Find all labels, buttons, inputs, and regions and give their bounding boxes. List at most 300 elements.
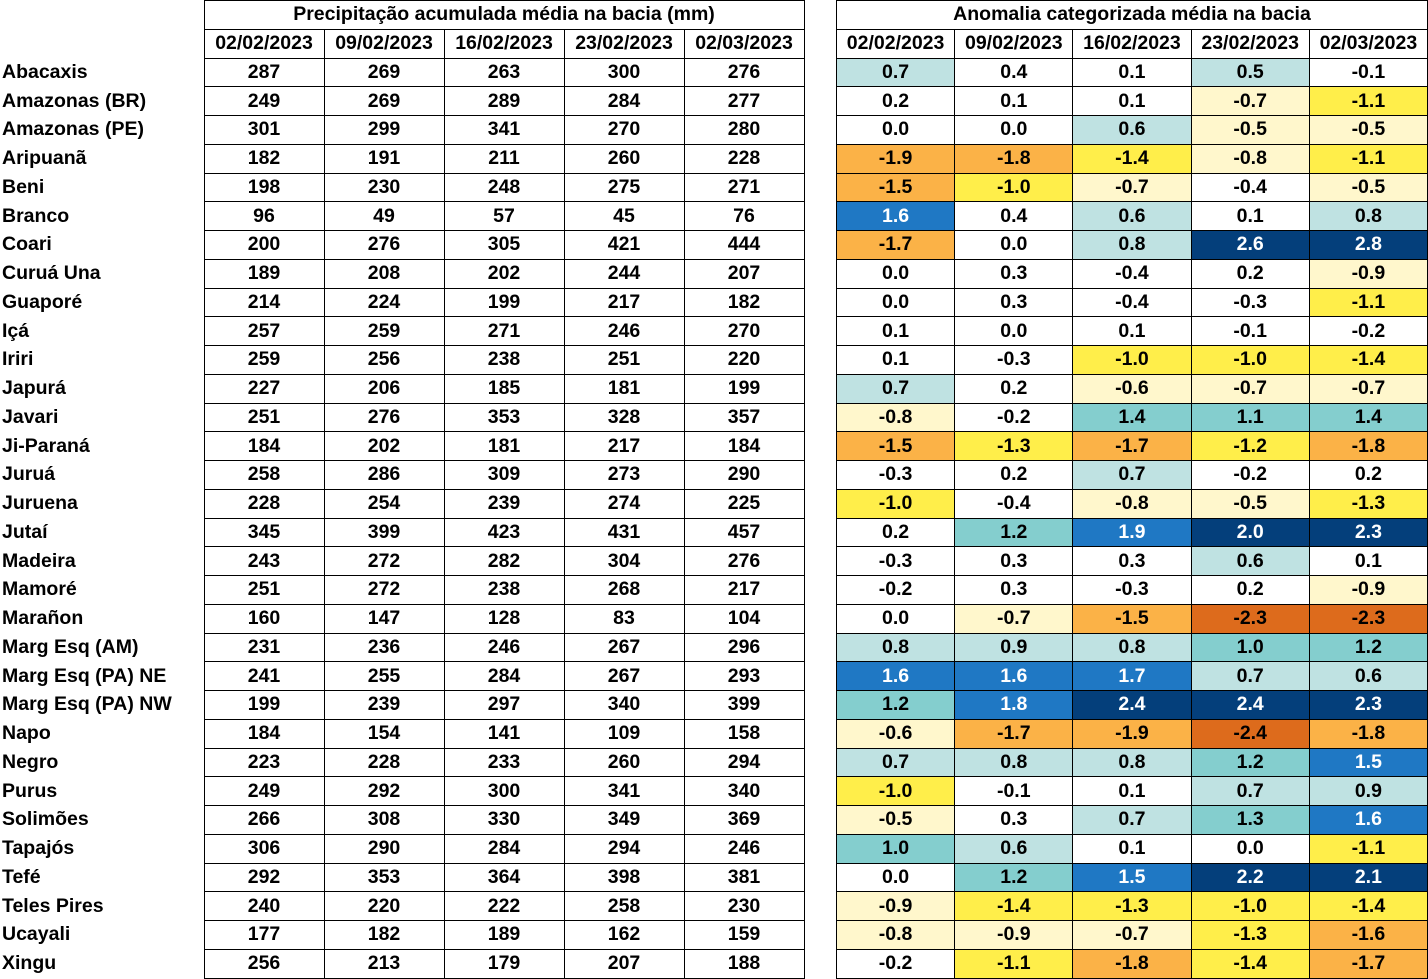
table-row: [837, 633, 1428, 662]
precip-cell: 276: [684, 58, 804, 87]
table-row: [837, 461, 1428, 490]
basin-name: Madeira: [2, 549, 76, 572]
precip-cell: 96: [204, 202, 324, 231]
anomaly-cell: -1.1: [1309, 834, 1427, 863]
precip-cell: 256: [204, 949, 324, 978]
precip-cell: 268: [564, 576, 684, 605]
precip-cell: 228: [684, 144, 804, 173]
anomaly-cell: 0.2: [837, 518, 955, 547]
anomaly-cell: 1.3: [1191, 806, 1309, 835]
precip-cell: 230: [324, 173, 444, 202]
table-row: [837, 317, 1428, 346]
precip-cell: 236: [324, 633, 444, 662]
anomaly-cell: -0.5: [837, 806, 955, 835]
table-row: [0, 259, 804, 288]
basin-name: Juruá: [2, 463, 56, 486]
anomaly-cell: 0.1: [837, 317, 955, 346]
precip-cell: 158: [684, 719, 804, 748]
precip-cell: 304: [564, 547, 684, 576]
precip-cell: 202: [324, 432, 444, 461]
precip-cell: 457: [684, 518, 804, 547]
anomaly-cell: 2.4: [1073, 691, 1191, 720]
anomaly-cell: 0.2: [955, 374, 1073, 403]
basin-name: Marg Esq (PA) NW: [2, 693, 172, 716]
basin-name: Solimões: [2, 808, 89, 831]
precip-cell: 259: [324, 317, 444, 346]
precip-cell: 275: [564, 173, 684, 202]
anomaly-cell: -1.7: [1073, 432, 1191, 461]
precip-cell: 246: [444, 633, 564, 662]
anomaly-cell: -0.7: [955, 604, 1073, 633]
precip-cell: 182: [324, 921, 444, 950]
table-row: [837, 518, 1428, 547]
anom-date-header: 23/02/2023: [1191, 29, 1309, 58]
anomaly-cell: 0.8: [1073, 633, 1191, 662]
table-row: [837, 202, 1428, 231]
precip-cell: 269: [324, 87, 444, 116]
anomaly-cell: -0.7: [1073, 921, 1191, 950]
anomaly-cell: 0.1: [1073, 87, 1191, 116]
precip-cell: 177: [204, 921, 324, 950]
anomaly-cell: -0.2: [837, 576, 955, 605]
table-row: [837, 863, 1428, 892]
anomaly-cell: 0.7: [1073, 461, 1191, 490]
anomaly-cell: 0.1: [1073, 317, 1191, 346]
anomaly-cell: 2.2: [1191, 863, 1309, 892]
basin-name: Abacaxis: [2, 60, 88, 83]
table-row: [837, 662, 1428, 691]
precipitation-body: [0, 58, 804, 978]
precip-cell: 289: [444, 87, 564, 116]
precip-cell: 357: [684, 403, 804, 432]
anomaly-cell: -1.0: [837, 489, 955, 518]
anomaly-cell: 0.0: [837, 604, 955, 633]
anomaly-cell: 1.4: [1073, 403, 1191, 432]
basin-name: Beni: [2, 175, 45, 198]
table-row: [0, 604, 804, 633]
anomaly-cell: 2.1: [1309, 863, 1427, 892]
precip-cell: 251: [564, 346, 684, 375]
anomaly-cell: -1.4: [955, 892, 1073, 921]
anomaly-cell: -0.7: [1191, 87, 1309, 116]
anomaly-cell: -1.5: [837, 432, 955, 461]
anomaly-cell: 0.1: [1073, 777, 1191, 806]
basin-name: Marg Esq (AM): [2, 635, 139, 658]
precip-cell: 238: [444, 346, 564, 375]
basin-name: Xingu: [2, 952, 57, 975]
precip-cell: 300: [444, 777, 564, 806]
anomaly-cell: 1.2: [1309, 633, 1427, 662]
anomaly-cell: 0.0: [837, 116, 955, 145]
precip-cell: 345: [204, 518, 324, 547]
anomaly-cell: -0.9: [837, 892, 955, 921]
precipitation-title: Precipitação acumulada média na bacia (mm): [204, 1, 804, 30]
anomaly-cell: -0.5: [1191, 116, 1309, 145]
anomaly-cell: -0.1: [1309, 58, 1427, 87]
anomaly-cell: -0.6: [1073, 374, 1191, 403]
table-row: [0, 116, 804, 145]
basin-name: Negro: [2, 750, 59, 773]
precip-cell: 184: [204, 719, 324, 748]
anomaly-cell: -0.3: [837, 547, 955, 576]
basin-name: Aripuanã: [2, 147, 87, 170]
precip-cell: 294: [684, 748, 804, 777]
anom-date-header: 02/03/2023: [1309, 29, 1427, 58]
table-row: [837, 576, 1428, 605]
basin-name: Marg Esq (PA) NE: [2, 664, 167, 687]
anomaly-cell: 1.9: [1073, 518, 1191, 547]
precip-cell: 258: [204, 461, 324, 490]
anomaly-cell: -0.7: [1073, 173, 1191, 202]
precip-cell: 381: [684, 863, 804, 892]
precip-cell: 293: [684, 662, 804, 691]
precip-cell: 213: [324, 949, 444, 978]
anomaly-cell: 2.4: [1191, 691, 1309, 720]
anomaly-cell: 0.7: [837, 374, 955, 403]
precip-cell: 280: [684, 116, 804, 145]
anomaly-cell: 0.7: [1191, 662, 1309, 691]
table-row: [0, 806, 804, 835]
precip-cell: 189: [204, 259, 324, 288]
table-row: [0, 863, 804, 892]
precip-cell: 251: [204, 403, 324, 432]
table-row: [0, 461, 804, 490]
anomaly-cell: -0.8: [837, 403, 955, 432]
precip-cell: 308: [324, 806, 444, 835]
table-row: [0, 576, 804, 605]
precip-cell: 274: [564, 489, 684, 518]
precip-cell: 207: [684, 259, 804, 288]
anomaly-cell: 0.3: [955, 576, 1073, 605]
basin-name: Amazonas (PE): [2, 118, 144, 141]
table-row: [837, 489, 1428, 518]
anomaly-cell: -0.2: [837, 949, 955, 978]
anomaly-cell: 1.5: [1309, 748, 1427, 777]
anomaly-cell: 1.0: [837, 834, 955, 863]
table-row: [0, 834, 804, 863]
precip-cell: 341: [444, 116, 564, 145]
anomaly-cell: -0.9: [1309, 576, 1427, 605]
anomaly-cell: 0.0: [955, 317, 1073, 346]
anomaly-cell: 1.2: [1191, 748, 1309, 777]
table-row: [837, 921, 1428, 950]
anomaly-cell: -1.3: [1073, 892, 1191, 921]
precip-cell: 272: [324, 547, 444, 576]
basin-name: Coari: [2, 233, 52, 256]
anomaly-cell: 0.0: [837, 288, 955, 317]
precip-cell: 202: [444, 259, 564, 288]
precip-date-header: 23/02/2023: [564, 29, 684, 58]
precip-cell: 207: [564, 949, 684, 978]
anomaly-cell: 0.4: [955, 202, 1073, 231]
basin-name: Javari: [2, 405, 59, 428]
basin-name: Iriri: [2, 348, 34, 371]
table-row: [837, 288, 1428, 317]
anomaly-cell: 0.2: [955, 461, 1073, 490]
anomaly-cell: -0.3: [1191, 288, 1309, 317]
precip-cell: 369: [684, 806, 804, 835]
anomaly-cell: 1.2: [837, 691, 955, 720]
anomaly-cell: 0.5: [1191, 58, 1309, 87]
precip-cell: 431: [564, 518, 684, 547]
anomaly-cell: 0.2: [1191, 576, 1309, 605]
table-row: [0, 144, 804, 173]
anomaly-cell: 2.3: [1309, 691, 1427, 720]
precip-cell: 181: [564, 374, 684, 403]
precip-cell: 228: [324, 748, 444, 777]
anomaly-cell: 1.2: [955, 863, 1073, 892]
precip-cell: 270: [684, 317, 804, 346]
anomaly-cell: 0.6: [955, 834, 1073, 863]
precip-cell: 287: [204, 58, 324, 87]
anomaly-cell: 0.7: [837, 748, 955, 777]
anomaly-cell: 0.3: [955, 806, 1073, 835]
basin-name: Napo: [2, 722, 51, 745]
precip-cell: 188: [684, 949, 804, 978]
precip-cell: 181: [444, 432, 564, 461]
anomaly-cell: 1.6: [955, 662, 1073, 691]
anomaly-cell: -1.0: [837, 777, 955, 806]
anomaly-cell: 0.1: [1073, 834, 1191, 863]
anomaly-cell: 0.1: [1073, 58, 1191, 87]
anomaly-cell: 0.3: [955, 288, 1073, 317]
precip-cell: 269: [324, 58, 444, 87]
anomaly-cell: 0.7: [1191, 777, 1309, 806]
anomaly-cell: -1.4: [1191, 949, 1309, 978]
precip-cell: 191: [324, 144, 444, 173]
anomaly-cell: 0.1: [1309, 547, 1427, 576]
precip-cell: 300: [564, 58, 684, 87]
precip-cell: 263: [444, 58, 564, 87]
anomaly-cell: -0.2: [955, 403, 1073, 432]
precip-cell: 239: [444, 489, 564, 518]
precip-cell: 184: [684, 432, 804, 461]
basin-name: Tapajós: [2, 837, 75, 860]
precip-cell: 276: [324, 403, 444, 432]
precip-cell: 292: [324, 777, 444, 806]
table-row: [0, 87, 804, 116]
anomaly-cell: 2.3: [1309, 518, 1427, 547]
precip-cell: 179: [444, 949, 564, 978]
precip-cell: 154: [324, 719, 444, 748]
precip-cell: 276: [324, 231, 444, 260]
anomaly-cell: -2.3: [1309, 604, 1427, 633]
precip-cell: 243: [204, 547, 324, 576]
precip-cell: 184: [204, 432, 324, 461]
anomaly-cell: -0.5: [1191, 489, 1309, 518]
precip-cell: 341: [564, 777, 684, 806]
table-row: [837, 834, 1428, 863]
table-row: [837, 116, 1428, 145]
precip-cell: 353: [324, 863, 444, 892]
anomaly-cell: -0.7: [1309, 374, 1427, 403]
precip-cell: 45: [564, 202, 684, 231]
anomaly-cell: 2.0: [1191, 518, 1309, 547]
anomaly-cell: -0.6: [837, 719, 955, 748]
basin-name: Jutaí: [2, 520, 48, 543]
table-row: [837, 892, 1428, 921]
anomaly-cell: -1.5: [837, 173, 955, 202]
table-row: [837, 87, 1428, 116]
anomaly-cell: -1.8: [1073, 949, 1191, 978]
anomaly-cell: 0.7: [837, 58, 955, 87]
table-row: [0, 317, 804, 346]
precip-cell: 272: [324, 576, 444, 605]
anomaly-cell: 0.8: [1073, 231, 1191, 260]
anomaly-cell: 0.0: [837, 259, 955, 288]
anomaly-cell: 1.0: [1191, 633, 1309, 662]
precip-cell: 266: [204, 806, 324, 835]
precip-cell: 258: [564, 892, 684, 921]
precip-cell: 220: [324, 892, 444, 921]
precip-cell: 198: [204, 173, 324, 202]
anomaly-cell: 1.6: [1309, 806, 1427, 835]
precip-cell: 189: [444, 921, 564, 950]
precip-cell: 251: [204, 576, 324, 605]
basin-name: Ji-Paraná: [2, 434, 90, 457]
anomaly-cell: 0.0: [837, 863, 955, 892]
precip-cell: 255: [324, 662, 444, 691]
table-row: [0, 231, 804, 260]
precip-cell: 299: [324, 116, 444, 145]
anomaly-body: [837, 58, 1428, 978]
basin-name: Guaporé: [2, 290, 83, 313]
precip-cell: 249: [204, 777, 324, 806]
precip-cell: 233: [444, 748, 564, 777]
table-row: [0, 58, 804, 87]
precip-cell: 217: [564, 288, 684, 317]
precip-cell: 306: [204, 834, 324, 863]
anomaly-cell: -1.3: [1191, 921, 1309, 950]
table-row: [0, 892, 804, 921]
precip-cell: 290: [684, 461, 804, 490]
anom-date-header: 16/02/2023: [1073, 29, 1191, 58]
table-row: [837, 374, 1428, 403]
precip-cell: 185: [444, 374, 564, 403]
precip-cell: 182: [204, 144, 324, 173]
anomaly-cell: 0.8: [1309, 202, 1427, 231]
table-row: [0, 719, 804, 748]
anom-date-header: 02/02/2023: [837, 29, 955, 58]
precip-cell: 340: [684, 777, 804, 806]
precip-cell: 270: [564, 116, 684, 145]
anomaly-cell: 0.8: [837, 633, 955, 662]
table-row: [837, 806, 1428, 835]
precip-cell: 147: [324, 604, 444, 633]
basin-name: Teles Pires: [2, 894, 104, 917]
anomaly-cell: -0.8: [1191, 144, 1309, 173]
precip-cell: 294: [564, 834, 684, 863]
precip-cell: 199: [444, 288, 564, 317]
anomaly-cell: 0.3: [955, 259, 1073, 288]
precip-cell: 267: [564, 633, 684, 662]
precip-cell: 249: [204, 87, 324, 116]
precip-cell: 128: [444, 604, 564, 633]
table-row: [0, 547, 804, 576]
precip-cell: 225: [684, 489, 804, 518]
table-row: [837, 58, 1428, 87]
precip-cell: 246: [564, 317, 684, 346]
table-row: [0, 346, 804, 375]
precip-cell: 259: [204, 346, 324, 375]
precip-cell: 222: [444, 892, 564, 921]
precip-cell: 224: [324, 288, 444, 317]
precip-cell: 220: [684, 346, 804, 375]
precip-cell: 141: [444, 719, 564, 748]
anomaly-cell: 0.1: [1191, 202, 1309, 231]
anomaly-cell: -1.1: [1309, 144, 1427, 173]
anomaly-cell: 0.6: [1073, 116, 1191, 145]
precip-cell: 228: [204, 489, 324, 518]
anomaly-cell: -2.4: [1191, 719, 1309, 748]
anomaly-cell: 0.9: [1309, 777, 1427, 806]
precip-date-header: 09/02/2023: [324, 29, 444, 58]
table-row: [837, 777, 1428, 806]
anomaly-cell: -0.1: [1191, 317, 1309, 346]
anomaly-cell: 0.2: [1309, 461, 1427, 490]
anomaly-cell: -1.9: [837, 144, 955, 173]
anomaly-cell: -1.4: [1309, 346, 1427, 375]
anomaly-cell: 0.2: [1191, 259, 1309, 288]
precip-cell: 260: [564, 144, 684, 173]
basin-name: Marañon: [2, 607, 84, 630]
anomaly-table: [836, 0, 1428, 979]
precip-cell: 160: [204, 604, 324, 633]
anomaly-cell: 0.0: [1191, 834, 1309, 863]
precip-cell: 399: [324, 518, 444, 547]
table-row: [837, 403, 1428, 432]
precip-cell: 159: [684, 921, 804, 950]
basin-name: Curuá Una: [2, 262, 101, 285]
precip-cell: 271: [444, 317, 564, 346]
anomaly-cell: 0.8: [1073, 748, 1191, 777]
anomaly-cell: 1.1: [1191, 403, 1309, 432]
precip-cell: 223: [204, 748, 324, 777]
table-row: [837, 719, 1428, 748]
precip-cell: 284: [444, 662, 564, 691]
table-row: [837, 748, 1428, 777]
precip-cell: 284: [564, 87, 684, 116]
anomaly-cell: -0.7: [1191, 374, 1309, 403]
anomaly-cell: -0.9: [1309, 259, 1427, 288]
precip-cell: 254: [324, 489, 444, 518]
corner-blank: [0, 29, 204, 58]
anomaly-cell: -1.7: [955, 719, 1073, 748]
anomaly-cell: 1.4: [1309, 403, 1427, 432]
basin-name: Mamoré: [2, 578, 77, 601]
anomaly-cell: 0.3: [955, 547, 1073, 576]
precip-cell: 238: [444, 576, 564, 605]
anomaly-cell: -0.4: [955, 489, 1073, 518]
basin-name: Içá: [2, 319, 30, 342]
table-row: [0, 403, 804, 432]
precip-cell: 267: [564, 662, 684, 691]
anomaly-cell: -1.7: [1309, 949, 1427, 978]
anomaly-cell: -0.4: [1073, 288, 1191, 317]
precip-date-header: 02/03/2023: [684, 29, 804, 58]
anomaly-cell: -1.9: [1073, 719, 1191, 748]
anomaly-cell: 0.4: [955, 58, 1073, 87]
anomaly-cell: -0.3: [955, 346, 1073, 375]
anomaly-cell: -0.3: [837, 461, 955, 490]
precip-cell: 340: [564, 691, 684, 720]
precip-cell: 244: [564, 259, 684, 288]
precip-cell: 199: [684, 374, 804, 403]
anomaly-cell: 0.7: [1073, 806, 1191, 835]
precip-cell: 231: [204, 633, 324, 662]
precip-cell: 353: [444, 403, 564, 432]
anomaly-cell: -1.8: [1309, 432, 1427, 461]
